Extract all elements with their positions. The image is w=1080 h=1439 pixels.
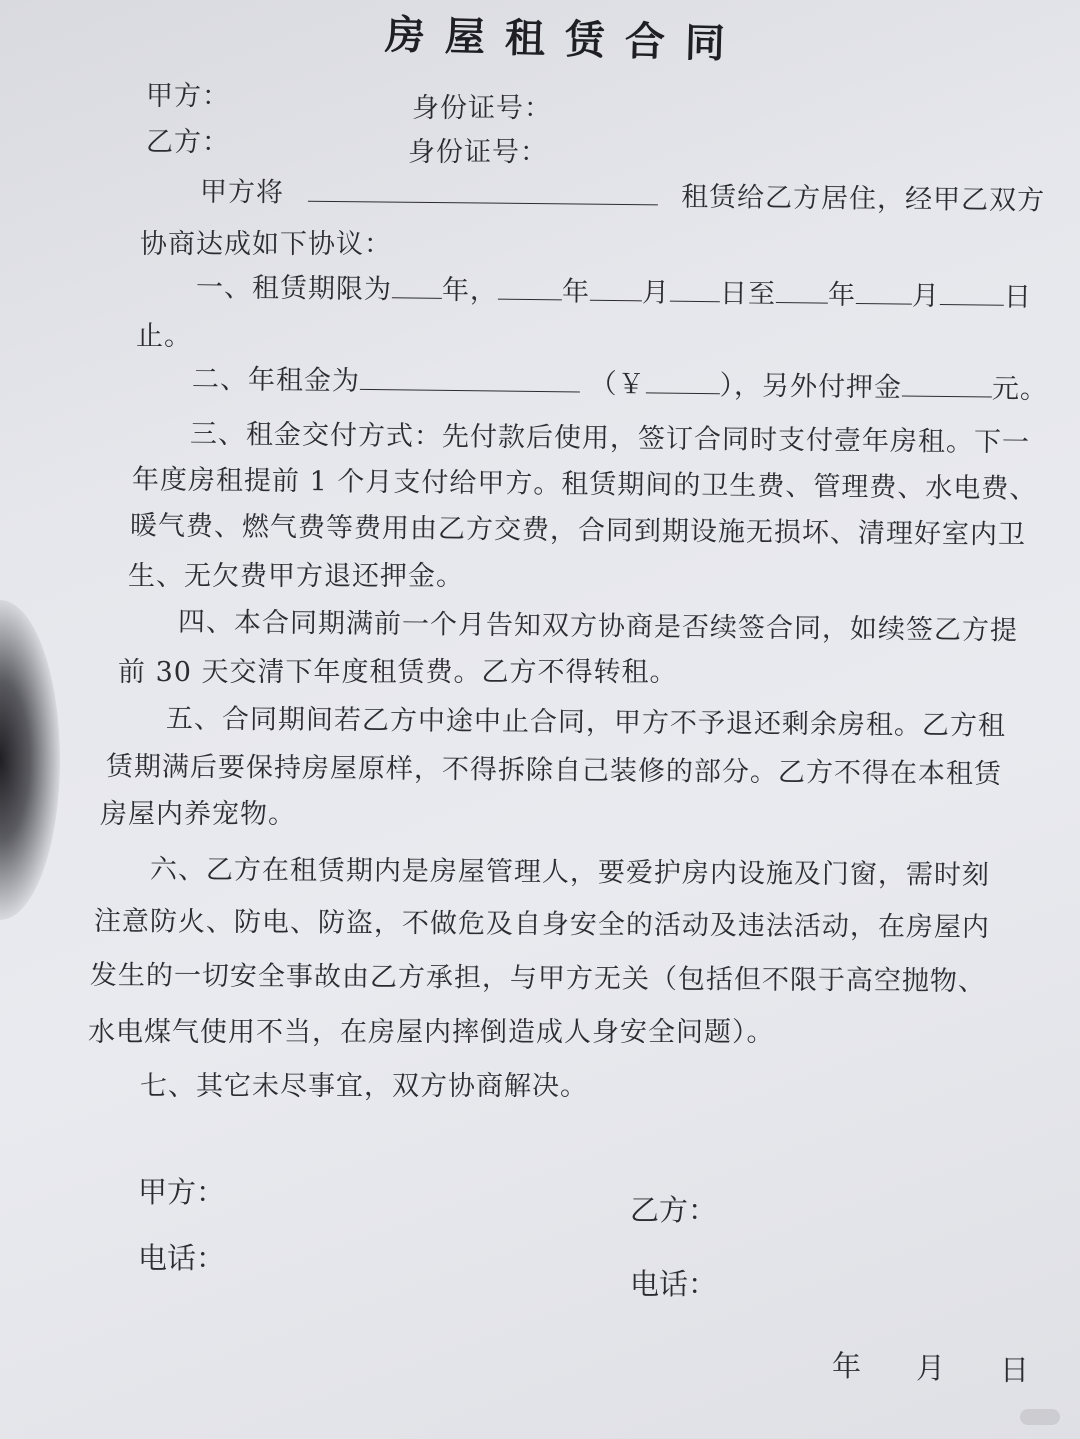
clause-5-line-1: 五、合同期间若乙方中途中止合同，甲方不予退还剩余房租。乙方租 — [165, 703, 1007, 742]
clause-6-line-4: 水电煤气使用不当，在房屋内摔倒造成人身安全问题）。 — [88, 1017, 775, 1048]
clause-3-line-2: 年度房租提前 1 个月支付给甲方。租赁期间的卫生费、管理费、水电费、 — [131, 464, 1038, 505]
intro-start: 甲方将 — [199, 176, 285, 209]
start-month-blank — [590, 278, 642, 302]
header-party-b: 乙方： — [146, 127, 230, 158]
clause-1-text-b: 年， — [441, 274, 499, 307]
date-year: 年 — [832, 1349, 862, 1383]
date-day: 日 — [1000, 1353, 1030, 1387]
clause-1-text-c: 年 — [561, 276, 591, 308]
header-id-a: 身份证号： — [412, 93, 552, 124]
clause-5-line-3: 房屋内养宠物。 — [100, 799, 296, 830]
clause-3-line-1: 三、租金交付方式：先付款后使用，签订合同时支付壹年房租。下一 — [189, 418, 1031, 459]
end-day-blank — [940, 282, 1004, 306]
clause-2-text-b: （￥ — [589, 368, 646, 401]
term-years-blank — [392, 275, 442, 299]
header-party-a: 甲方： — [146, 81, 230, 112]
clause-3-line-4: 生、无欠费甲方退还押金。 — [128, 561, 464, 592]
signature-party-b: 乙方： — [630, 1193, 718, 1227]
clause-2-text-c: ），另外付押金 — [719, 370, 903, 404]
signature-party-a: 甲方： — [138, 1175, 226, 1209]
clause-1-text-a: 一、租赁期限为 — [195, 271, 393, 306]
clause-2-line — [192, 357, 1049, 406]
deposit-blank — [902, 373, 992, 397]
start-day-blank — [670, 279, 720, 303]
signature-phone-a: 电话： — [138, 1241, 226, 1275]
end-year-blank — [776, 280, 828, 304]
clause-3-line-3: 暖气费、燃气费等费用由乙方交费，合同到期设施无损坏、清理好室内卫 — [129, 510, 1027, 551]
header-id-b: 身份证号： — [408, 137, 548, 168]
document-title: 房屋租赁合同 — [384, 11, 746, 68]
clause-7-line: 七、其它未尽事宜，双方协商解决。 — [140, 1071, 588, 1102]
date-month: 月 — [916, 1351, 946, 1385]
end-month-blank — [856, 281, 912, 305]
clause-4-line-2: 前 30 天交清下年度租赁费。乙方不得转租。 — [118, 657, 678, 688]
clause-5-line-2: 赁期满后要保持房屋原样，不得拆除自己装修的部分。乙方不得在本租赁 — [105, 751, 1003, 790]
clause-6-line-3: 发生的一切安全事故由乙方承担，与甲方无关（包括但不限于高空抛物、 — [89, 959, 987, 998]
signature-phone-b: 电话： — [630, 1267, 718, 1301]
intro-line-2: 协商达成如下协议： — [140, 229, 392, 260]
finger-shadow — [0, 600, 60, 920]
intro-end: 租赁给乙方居住，经甲乙双方 — [680, 181, 1046, 217]
clause-1-text-f: 年 — [827, 279, 857, 311]
property-address-blank — [307, 179, 657, 206]
app-watermark — [1020, 1409, 1060, 1425]
clause-6-line-1: 六、乙方在租赁期内是房屋管理人，要爱护房内设施及门窗，需时刻 — [149, 854, 991, 891]
clause-4-line-1: 四、本合同期满前一个月告知双方协商是否续签合同，如续签乙方提 — [177, 606, 1019, 647]
clause-6-line-2: 注意防火、防电、防盗，不做危及自身安全的活动及违法活动，在房屋内 — [93, 905, 991, 944]
clause-2-text-a: 二、年租金为 — [191, 363, 361, 397]
annual-rent-blank — [360, 367, 580, 393]
clause-1-line-2: 止。 — [136, 321, 192, 352]
rent-amount-blank — [645, 370, 719, 394]
clause-2-text-d: 元。 — [991, 373, 1049, 406]
start-year-blank — [498, 277, 562, 301]
clause-1-text-d: 月 — [641, 277, 671, 309]
intro-line-1 — [200, 170, 1046, 218]
clause-1-line-1 — [196, 265, 1032, 314]
clause-1-text-g: 月 — [911, 280, 941, 312]
clause-1-text-h: 日 — [1003, 281, 1033, 314]
clause-1-text-e: 日至 — [719, 278, 777, 310]
